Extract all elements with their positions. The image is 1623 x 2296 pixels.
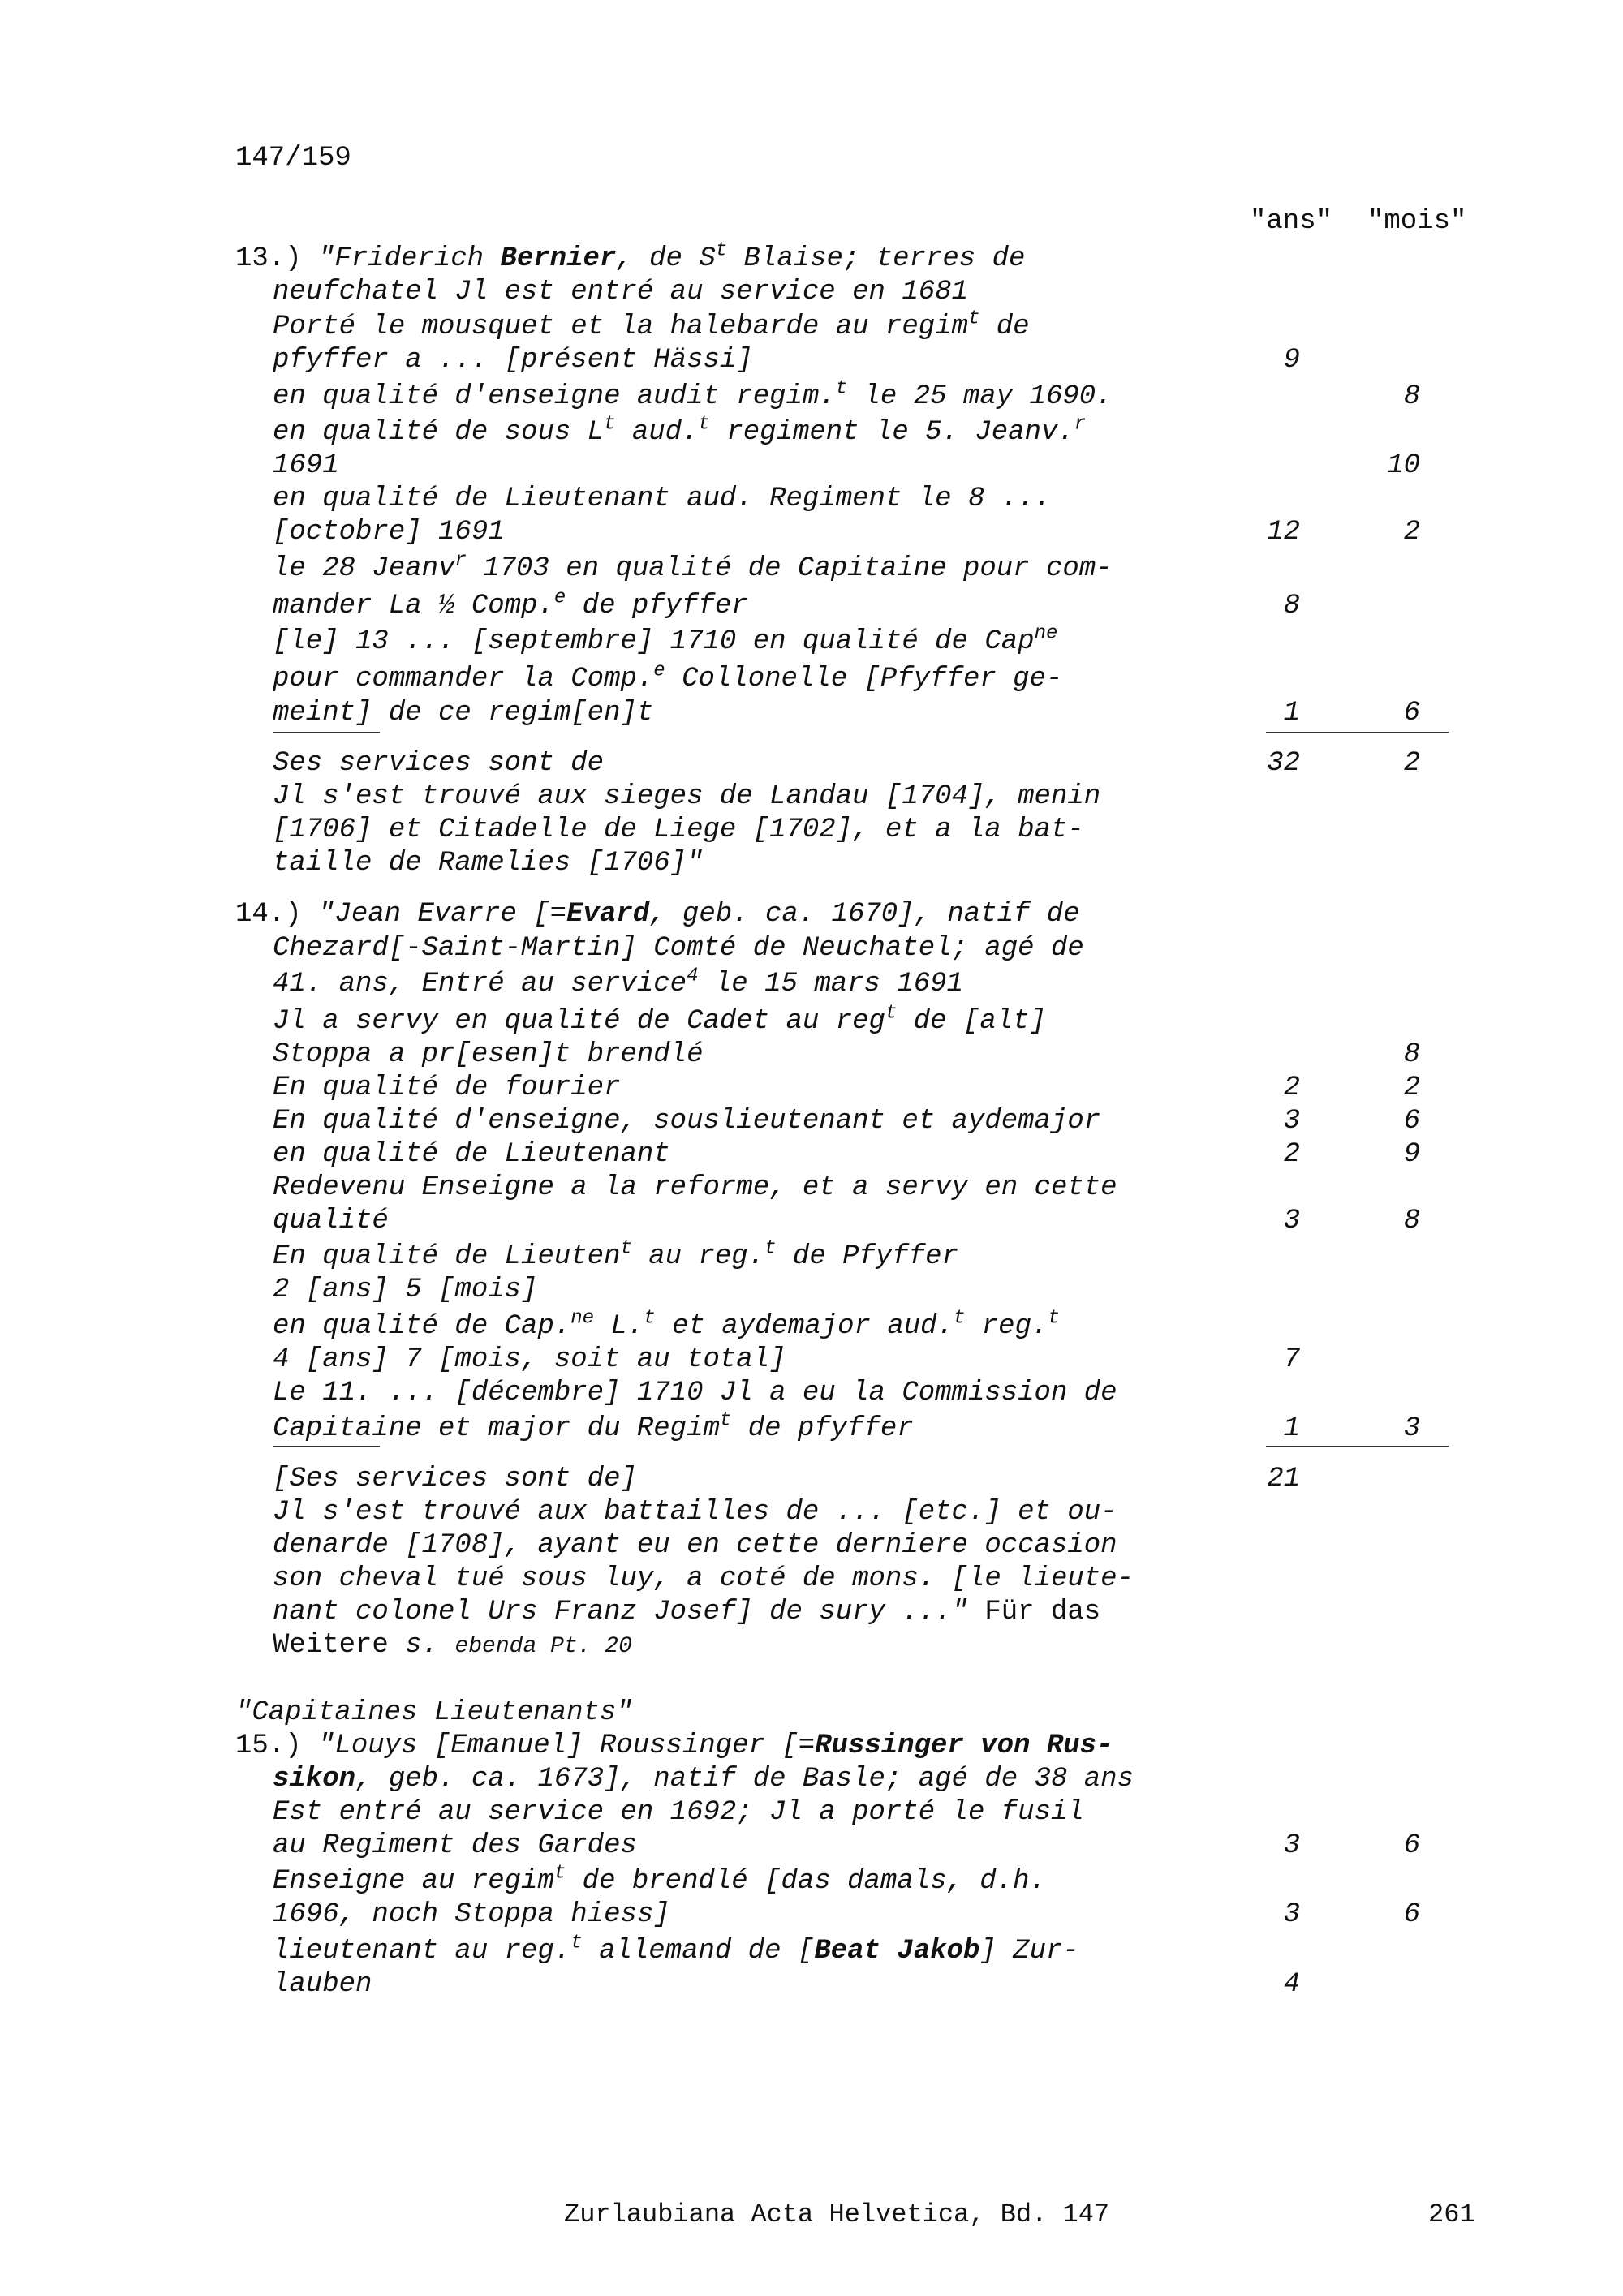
entry-13-line-1: 13.) "Friderich Bernier, de $S^t$ Blaise; terres de	[235, 239, 1026, 274]
entry-14-ans-value: 7	[1283, 1344, 1300, 1375]
entry-14-ans-value: 3	[1283, 1206, 1300, 1236]
section-title: "Capitaines Lieutenants"	[235, 1697, 633, 1728]
entry-15-line-1: 15.) "Louys [Emanuel] Roussinger [=Russinger von Rus-	[235, 1731, 1113, 1761]
entry-13-sum-rule	[1266, 732, 1449, 733]
entry-13-ans-value: 12	[1267, 517, 1300, 548]
entry-13-line-7: 1691	[273, 450, 339, 481]
entry-14-line-9: Redevenu Enseigne a la reforme, et a servy en cette	[273, 1172, 1117, 1203]
entry-13-mois-value: 6	[1403, 698, 1420, 729]
footer-page-number: 261	[1428, 2199, 1475, 2229]
entry-13-line-10: le 28 Jeanv$^r$ 1703 en qualité de Capitaine pour com-	[273, 549, 1113, 584]
entry-14-mois-value: 8	[1403, 1206, 1420, 1236]
entry-13-line-15: Ses services sont de	[273, 748, 605, 779]
entry-14-line-10: qualité	[273, 1206, 389, 1236]
entry-14-line-16: Capitaine et major du Regim$^t$ de pfyffer	[273, 1409, 914, 1444]
entry-13-line-9: [octobre] 1691	[273, 517, 505, 548]
entry-15-mois-value: 6	[1403, 1899, 1420, 1930]
entry-15-line-4: au Regiment des Gardes	[273, 1830, 637, 1861]
entry-15-ans-value: 3	[1283, 1830, 1300, 1861]
entry-13-mois-value: 10	[1387, 450, 1420, 481]
entry-15-mois-value: 6	[1403, 1830, 1420, 1861]
entry-14-left-rule	[273, 1446, 380, 1447]
entry-14-ans-value: 1	[1283, 1413, 1300, 1444]
entry-13-line-11: mander La ½ Comp.$^e$ de pfyffer	[273, 587, 748, 621]
entry-14-sum-rule	[1266, 1446, 1449, 1447]
entry-14-ans-value: 2	[1283, 1139, 1300, 1170]
entry-14-mois-value: 2	[1403, 1073, 1420, 1103]
entry-13-line-3: Porté le mousquet et la halebarde au regim$^t$ de	[273, 307, 1030, 342]
entry-13-line-6: en qualité de sous $L^t$ aud.$^t$ regiment le 5. Jeanv.$^r$	[273, 413, 1087, 448]
entry-13-ans-value: 8	[1283, 591, 1300, 621]
entry-14-line-3: 41. ans, Entré au service$^4$ le 15 mars 1691	[273, 965, 963, 1000]
entry-14-line-17: [Ses services sont de]	[273, 1464, 637, 1494]
entry-13-line-16: Jl s'est trouvé aux sieges de Landau [1704], menin	[273, 781, 1101, 812]
entry-13-line-14: meint] de ce regim[en]t	[273, 698, 654, 729]
page-header: 147/159	[235, 143, 351, 174]
entry-13-line-18: taille de Ramelies [1706]"	[273, 848, 704, 879]
entry-14-mois-value: 9	[1403, 1139, 1420, 1170]
entry-13-line-17: [1706] et Citadelle de Liege [1702], et a la bat-	[273, 815, 1084, 845]
entry-14-line-2: Chezard[-Saint-Martin] Comté de Neuchatel; agé de	[273, 933, 1084, 964]
entry-13-mois-value: 2	[1403, 517, 1420, 548]
entry-14-line-5: Stoppa a pr[esen]t brendlé	[273, 1039, 704, 1070]
entry-15-ans-value: 4	[1283, 1969, 1300, 2000]
entry-14-line-14: 4 [ans] 7 [mois, soit au total]	[273, 1344, 786, 1375]
entry-14-line-19: denarde [1708], ayant eu en cette derniere occasion	[273, 1530, 1117, 1561]
entry-14-ans-value: 2	[1283, 1073, 1300, 1103]
entry-13-line-13: pour commander la Comp.$^e$ Collonelle [Pfyffer ge-	[273, 660, 1063, 694]
entry-14-line-15: Le 11. ... [décembre] 1710 Jl a eu la Commission de	[273, 1378, 1117, 1408]
entry-15-line-3: Est entré au service en 1692; Jl a porté le fusil	[273, 1797, 1084, 1828]
entry-15-line-5: Enseigne au regim$^t$ de brendlé [das damals, d.h.	[273, 1862, 1046, 1897]
entry-15-line-8: lauben	[273, 1969, 372, 2000]
entry-14-mois-value: 3	[1403, 1413, 1420, 1444]
entry-13-ans-total: 32	[1267, 748, 1300, 779]
entry-14-ans-value: 3	[1283, 1106, 1300, 1137]
entry-14-line-1: 14.) "Jean Evarre [=Evard, geb. ca. 1670], natif de	[235, 899, 1080, 930]
entry-15-line-2: sikon, geb. ca. 1673], natif de Basle; agé de 38 ans	[273, 1764, 1134, 1795]
entry-14-line-8: en qualité de Lieutenant	[273, 1139, 670, 1170]
footer-title: Zurlaubiana Acta Helvetica, Bd. 147	[564, 2199, 1110, 2229]
entry-13-line-5: en qualité d'enseigne audit regim.$^t$ le 25 may 1690.	[273, 377, 1113, 412]
entry-14-mois-value: 6	[1403, 1106, 1420, 1137]
entry-15-line-7: lieutenant au reg.$^t$ allemand de [Beat Jakob] Zur-	[273, 1932, 1079, 1967]
entry-14-line-6: En qualité de fourier	[273, 1073, 621, 1103]
entry-13-line-12: [le] 13 ... [septembre] 1710 en qualité de Cap$^{ne}$	[273, 622, 1058, 657]
entry-14-line-12: 2 [ans] 5 [mois]	[273, 1275, 538, 1305]
entry-13-line-4: pfyffer a ... [présent Hässi]	[273, 345, 753, 376]
entry-14-ans-total: 21	[1267, 1464, 1300, 1494]
entry-13-ans-value: 9	[1283, 345, 1300, 376]
entry-13-ans-value: 1	[1283, 698, 1300, 729]
entry-14-line-13: en qualité de Cap.$^{ne}$ L.$^t$ et aydemajor aud.$^t$ reg.$^t$	[273, 1307, 1060, 1342]
entry-13-left-rule	[273, 732, 380, 733]
entry-14-line-22: Weitere s. ebenda Pt. 20	[273, 1630, 632, 1661]
entry-13-line-8: en qualité de Lieutenant aud. Regiment le 8 ...	[273, 484, 1051, 514]
entry-14-mois-value: 8	[1403, 1039, 1420, 1070]
entry-15-line-6: 1696, noch Stoppa hiess]	[273, 1899, 670, 1930]
entry-13-line-2: neufchatel Jl est entré au service en 1681	[273, 277, 968, 307]
entry-14-line-21: nant colonel Urs Franz Josef] de sury ..." Für das	[273, 1597, 1101, 1627]
entry-13-mois-total: 2	[1403, 748, 1420, 779]
column-header-ans: "ans"	[1250, 206, 1333, 237]
entry-14-line-4: Jl a servy en qualité de Cadet au reg$^t$ de [alt]	[273, 1002, 1046, 1037]
entry-14-line-20: son cheval tué sous luy, a coté de mons. [le lieute-	[273, 1563, 1134, 1594]
entry-14-line-11: En qualité de Lieuten$^t$ au reg.$^t$ de Pfyffer	[273, 1237, 958, 1272]
entry-14-line-7: En qualité d'enseigne, souslieutenant et aydemajor	[273, 1106, 1101, 1137]
column-header-mois: "mois"	[1367, 206, 1467, 237]
entry-15-ans-value: 3	[1283, 1899, 1300, 1930]
entry-13-mois-value: 8	[1403, 381, 1420, 412]
entry-14-line-18: Jl s'est trouvé aux battailles de ... [etc.] et ou-	[273, 1497, 1117, 1528]
